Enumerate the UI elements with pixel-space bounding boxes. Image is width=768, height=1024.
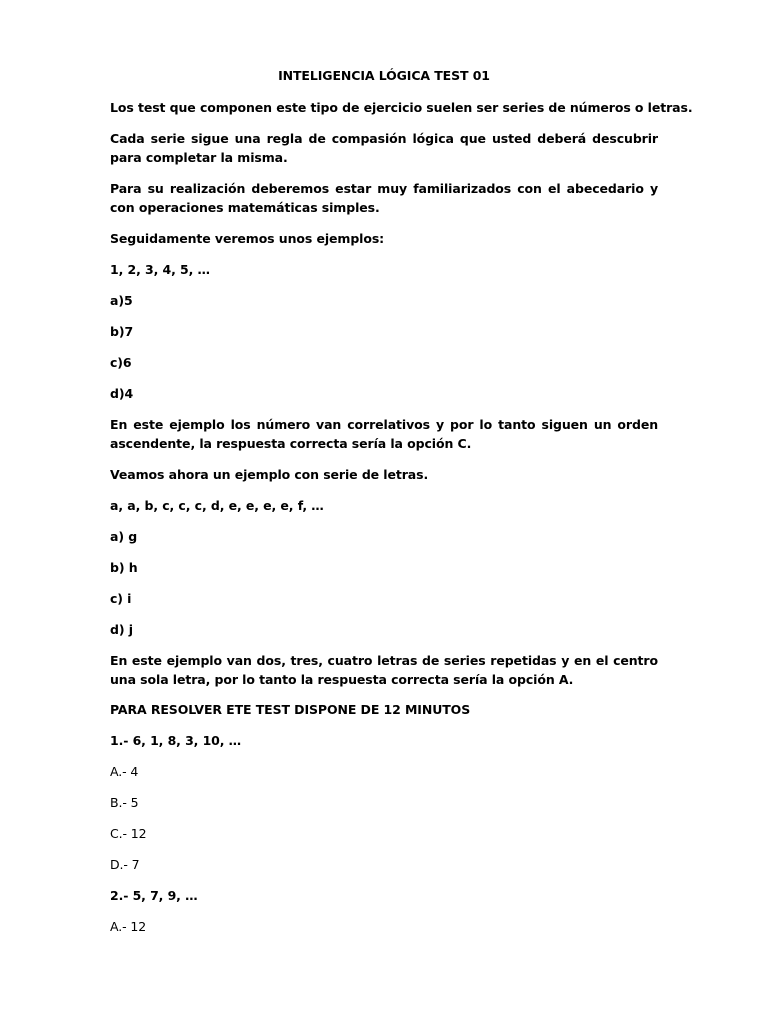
- example1-series: 1, 2, 3, 4, 5, …: [110, 262, 210, 277]
- example2-explanation: En este ejemplo van dos, tres, cuatro letras de series repetidas y en el centro una sola letra, por lo tanto la respuesta correcta sería la opción A.: [110, 653, 658, 687]
- example1-option-b: b)7: [110, 324, 134, 339]
- example1-option-a: a)5: [110, 293, 133, 308]
- question-1-option-b: B.- 5: [110, 795, 139, 810]
- question-1-option-c: C.- 12: [110, 826, 147, 841]
- test-instruction: PARA RESOLVER ETE TEST DISPONE DE 12 MINUTOS: [110, 702, 471, 717]
- question-1-option-d: D.- 7: [110, 857, 140, 872]
- example2-heading: Veamos ahora un ejemplo con serie de letras.: [110, 467, 429, 482]
- example2-option-b: b) h: [110, 560, 138, 575]
- example2-series: a, a, b, c, c, c, d, e, e, e, e, f, …: [110, 498, 324, 513]
- question-2-option-a: A.- 12: [110, 919, 147, 934]
- intro-paragraph-3: Para su realización deberemos estar muy familiarizados con el abecedario y con operaciones matemáticas simples.: [110, 181, 658, 215]
- question-2-prompt: 2.- 5, 7, 9, …: [110, 888, 198, 903]
- example1-explanation: En este ejemplo los número van correlativos y por lo tanto siguen un orden ascendente, la respuesta correcta sería la opción C.: [110, 417, 658, 451]
- question-1-option-a: A.- 4: [110, 764, 139, 779]
- intro-paragraph-4: Seguidamente veremos unos ejemplos:: [110, 231, 385, 246]
- intro-paragraph-1: Los test que componen este tipo de ejercicio suelen ser series de números o letras.: [110, 100, 693, 115]
- example1-option-c: c)6: [110, 355, 132, 370]
- question-1-prompt: 1.- 6, 1, 8, 3, 10, …: [110, 733, 242, 748]
- document-title: INTELIGENCIA LÓGICA TEST 01: [278, 68, 490, 83]
- example2-option-d: d) j: [110, 622, 133, 637]
- intro-paragraph-2: Cada serie sigue una regla de compasión lógica que usted deberá descubrir para completar la misma.: [110, 131, 658, 165]
- example2-option-c: c) i: [110, 591, 132, 606]
- example1-option-d: d)4: [110, 386, 134, 401]
- example2-option-a: a) g: [110, 529, 138, 544]
